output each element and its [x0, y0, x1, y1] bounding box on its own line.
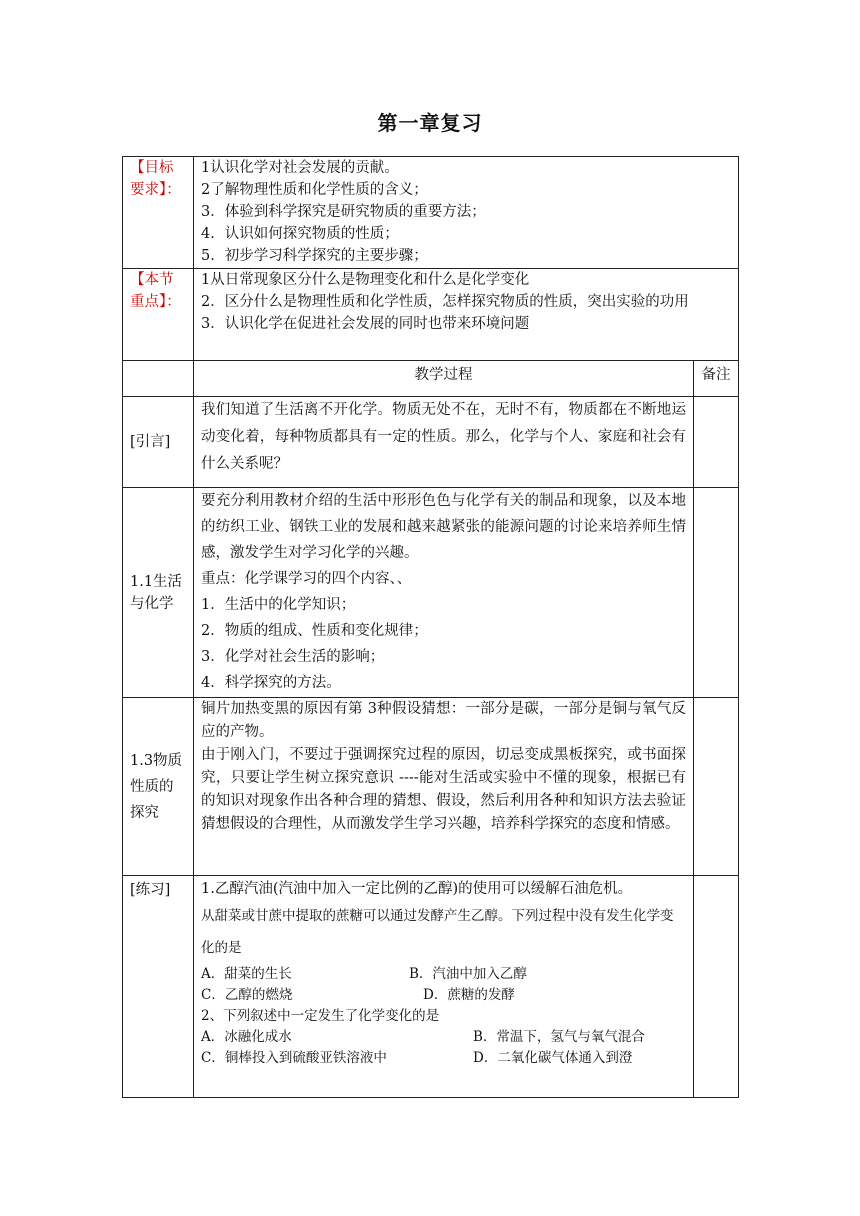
intro-label: [引言]	[123, 397, 194, 488]
section1-item: 4．科学探究的方法。	[201, 675, 341, 691]
goals-row	[123, 157, 739, 269]
goals-label: 【目标要求】：	[123, 157, 194, 269]
goal-item: 1认识化学对社会发展的贡献。	[201, 160, 399, 176]
practice-row	[123, 876, 739, 1098]
intro-notes	[693, 397, 738, 488]
intro-text: 我们知道了生活离不开化学。物质无处不在，无时不有，物质都在不断地运动变化着，每种物质都具有一定的性质。那么，化学与个人、家庭和社会有什么关系呢？	[194, 397, 694, 488]
header-row	[123, 361, 739, 397]
practice-label: [练习]	[123, 876, 194, 1098]
option-c: C．乙醇的燃烧	[201, 987, 293, 1003]
focus-item: 2．区分什么是物理性质和化学性质，怎样探究物质的性质，突出实验的功用	[201, 294, 689, 310]
header-process: 教学过程	[194, 361, 694, 397]
question-2-stem: 2、下列叙述中一定发生了化学变化的是	[201, 1008, 440, 1024]
goal-item: 3．体验到科学探究是研究物质的重要方法；	[201, 204, 486, 220]
focus-row	[123, 269, 739, 361]
option-b: B．汽油中加入乙醇	[409, 966, 527, 982]
question-1-stem: 1.乙醇汽油(汽油中加入一定比例的乙醇)的使用可以缓解石油危机。	[201, 881, 633, 897]
section1-item: 1．生活中的化学知识；	[201, 597, 356, 613]
section1-item: 3．化学对社会生活的影响；	[201, 649, 385, 665]
focus-item: 3．认识化学在促进社会发展的同时也带来环境问题	[201, 316, 530, 332]
goals-content	[194, 157, 739, 269]
header-empty	[123, 361, 194, 397]
page-title: 第一章复习	[377, 111, 483, 135]
question-1-options	[201, 964, 686, 985]
practice-notes	[693, 876, 738, 1098]
question-1-stem: 从甜菜或甘蔗中提取的蔗糖可以通过发酵产生乙醇。下列过程中没有发生化学变化的是	[201, 908, 674, 956]
section3-notes	[693, 698, 738, 876]
section3-row	[123, 698, 739, 876]
lesson-table	[122, 156, 739, 1098]
intro-row	[123, 397, 739, 488]
practice-content	[194, 876, 694, 1098]
section1-item: 2．物质的组成、性质和变化规律；	[201, 623, 428, 639]
option-c: C．铜棒投入到硫酸亚铁溶液中	[201, 1050, 387, 1066]
option-b: B．常温下，氢气与氧气混合	[473, 1029, 645, 1045]
focus-content	[194, 269, 739, 361]
goal-item: 5．初步学习科学探究的主要步骤；	[201, 248, 428, 264]
focus-item: 1从日常现象区分什么是物理变化和什么是化学变化	[201, 272, 530, 288]
question-1-options	[201, 985, 686, 1006]
question-2-options	[201, 1027, 686, 1048]
section3-paragraph: 由于刚入门，不要过于强调探究过程的原因，切忌变成黑板探究，或书面探究，只要让学生树立探究意识 ----能对生活或实验中不懂的现象，根据已有的知识对现象作出各种合理的猜想、假设，然后利用各种和知识方法去验证猜想假设的合理性，从而激发学生学习兴趣，培养科学探究的态度和情感。	[201, 747, 686, 832]
section1-content	[194, 488, 694, 698]
section3-content	[194, 698, 694, 876]
section1-paragraph: 要充分利用教材介绍的生活中形形色色与化学有关的制品和现象，以及本地的纺织工业、钢铁工业的发展和越来越紧张的能源问题的讨论来培养师生情感，激发学生对学习化学的兴趣。	[201, 493, 686, 561]
section3-label: 1.3物质性质的探究	[123, 698, 194, 876]
section1-label: 1.1生活与化学	[123, 488, 194, 698]
header-notes: 备注	[693, 361, 738, 397]
goal-item: 2了解物理性质和化学性质的含义；	[201, 182, 428, 198]
goal-item: 4．认识如何探究物质的性质；	[201, 226, 399, 242]
question-2-options	[201, 1048, 686, 1069]
focus-label: 【本节重点】：	[123, 269, 194, 361]
option-d: D．蔗糖的发酵	[423, 987, 515, 1003]
option-a: A．冰融化成水	[201, 1029, 292, 1045]
section1-notes	[693, 488, 738, 698]
option-d: D．二氧化碳气体通入到澄	[473, 1050, 633, 1066]
section1-row	[123, 488, 739, 698]
section3-paragraph: 铜片加热变黑的原因有第 3种假设猜想：一部分是碳，一部分是铜与氧气反应的产物。	[201, 701, 686, 740]
section1-item: 重点：化学课学习的四个内容、、	[201, 571, 412, 587]
option-a: A．甜菜的生长	[201, 966, 292, 982]
